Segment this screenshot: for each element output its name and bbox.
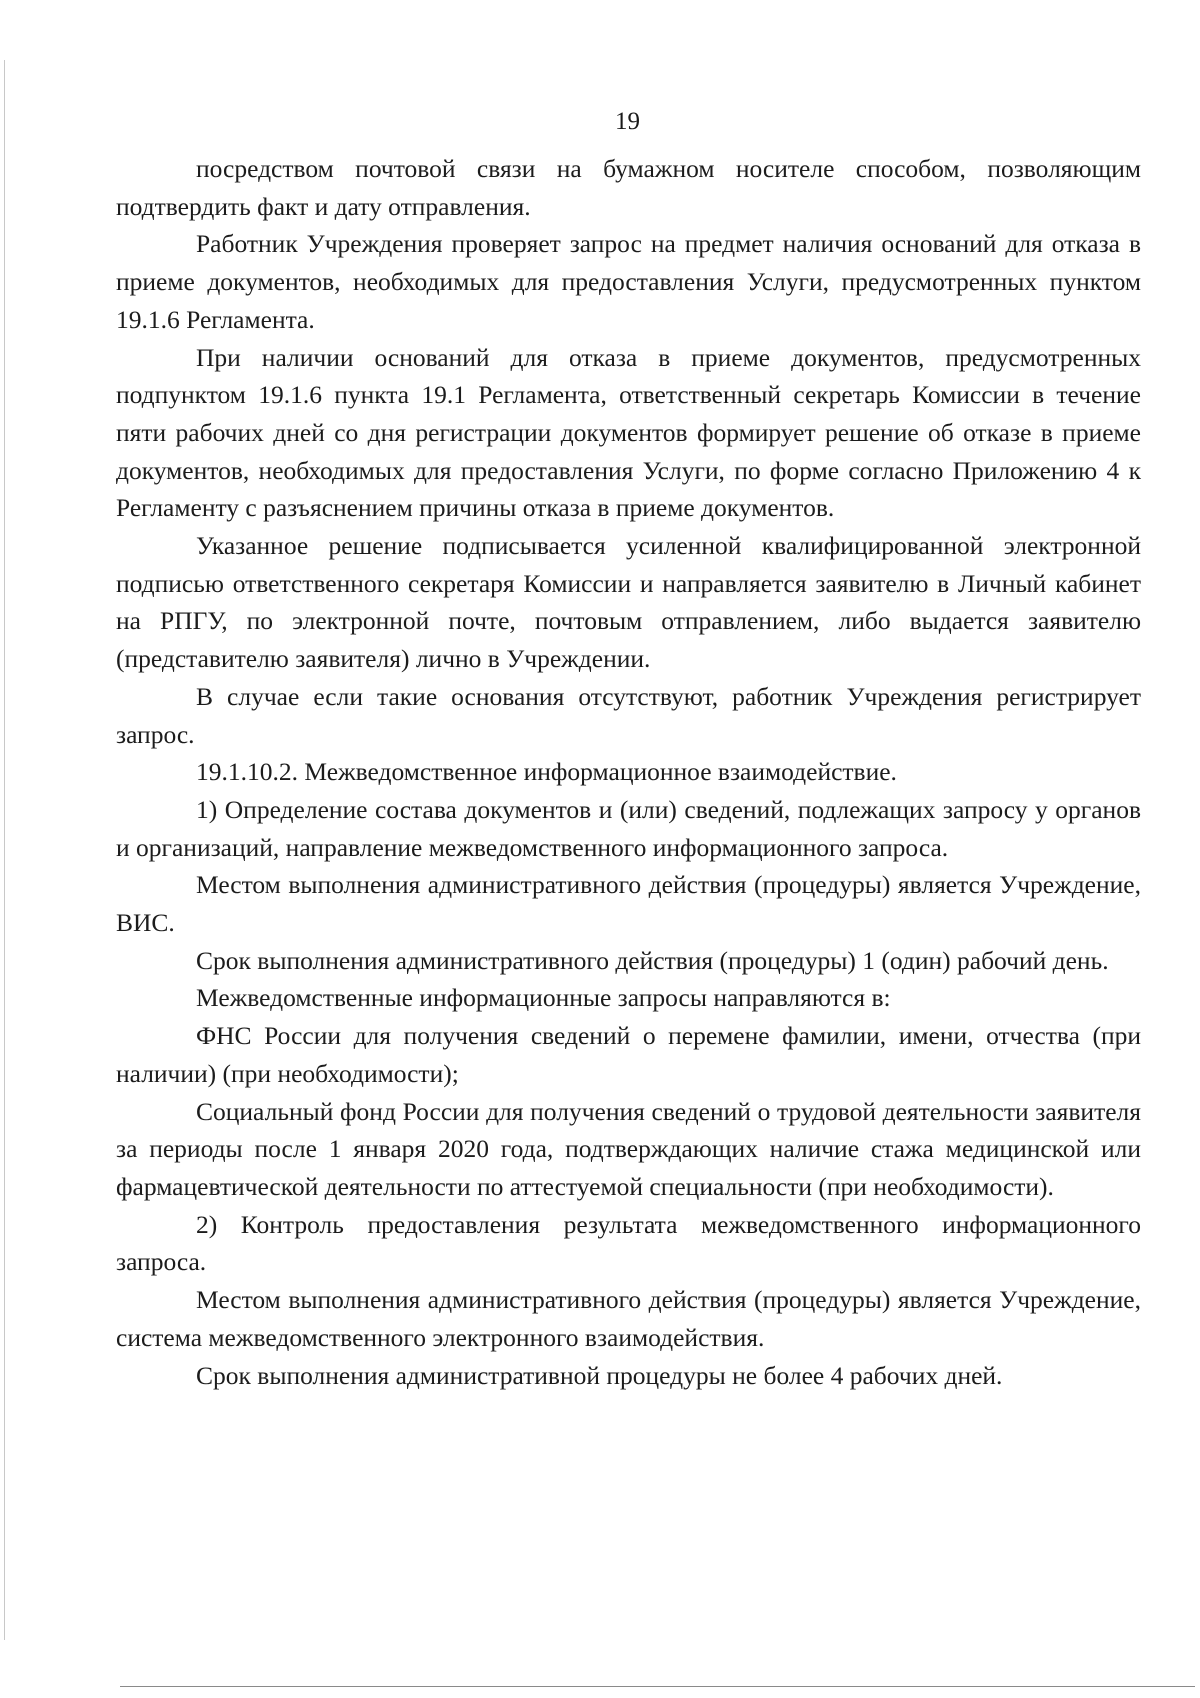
paragraph: Местом выполнения административного действия (процедуры) является Учреждение, система межведомственного электронного взаимодействия. xyxy=(116,1285,1141,1352)
section-heading: 19.1.10.2. Межведомственное информационное взаимодействие. xyxy=(196,757,897,787)
paragraph: Срок выполнения административной процедуры не более 4 рабочих дней. xyxy=(196,1360,1003,1390)
paragraph: 2) Контроль предоставления результата межведомственного информационного запроса. xyxy=(116,1209,1141,1277)
document-body xyxy=(116,150,1141,1394)
paragraph: ФНС России для получения сведений о перемене фамилии, имени, отчества (при наличии) (при необходимости); xyxy=(116,1021,1141,1088)
scan-left-edge-line xyxy=(4,60,5,1640)
paragraph: Социальный фонд России для получения сведений о трудовой деятельности заявителя за периоды после 1 января 2020 года, подтверждающих наличие стажа медицинской или фармацевтической деятельности по аттестуемой специальности (при необходимости). xyxy=(116,1096,1141,1201)
scan-bottom-edge-line xyxy=(120,1686,1195,1687)
paragraph: 1) Определение состава документов и (или) сведений, подлежащих запросу у органов и организаций, направление межведомственного информационного запроса. xyxy=(116,794,1141,862)
paragraph: Местом выполнения административного действия (процедуры) является Учреждение, ВИС. xyxy=(116,870,1141,938)
paragraph: Работник Учреждения проверяет запрос на предмет наличия оснований для отказа в приеме документов, необходимых для предоставления Услуги, предусмотренных пунктом 19.1.6 Регламента. xyxy=(116,229,1141,334)
paragraph: В случае если такие основания отсутствуют, работник Учреждения регистрирует запрос. xyxy=(116,681,1141,749)
paragraph-continuation: посредством почтовой связи на бумажном носителе способом, позволяющим подтвердить факт и дату отправления. xyxy=(116,154,1141,221)
paragraph: При наличии оснований для отказа в приеме документов, предусмотренных подпунктом 19.1.6 пункта 19.1 Регламента, ответственный секретарь Комиссии в течение пяти рабочих дней со дня регистрации документов формирует решение об отказе в приеме документов, необходимых для предоставления Услуги, по форме согласно Приложению 4 к Регламенту с разъяснением причины отказа в приеме документов. xyxy=(116,342,1141,523)
paragraph: Межведомственные информационные запросы направляются в: xyxy=(196,983,891,1013)
paragraph: Срок выполнения административного действия (процедуры) 1 (один) рабочий день. xyxy=(196,945,1109,975)
page-number: 19 xyxy=(615,108,640,135)
paragraph: Указанное решение подписывается усиленной квалифицированной электронной подписью ответственного секретаря Комиссии и направляется заявителю в Личный кабинет на РПГУ, по электронной почте, почтовым отправлением, либо выдается заявителю (представителю заявителя) лично в Учреждении. xyxy=(116,531,1141,674)
